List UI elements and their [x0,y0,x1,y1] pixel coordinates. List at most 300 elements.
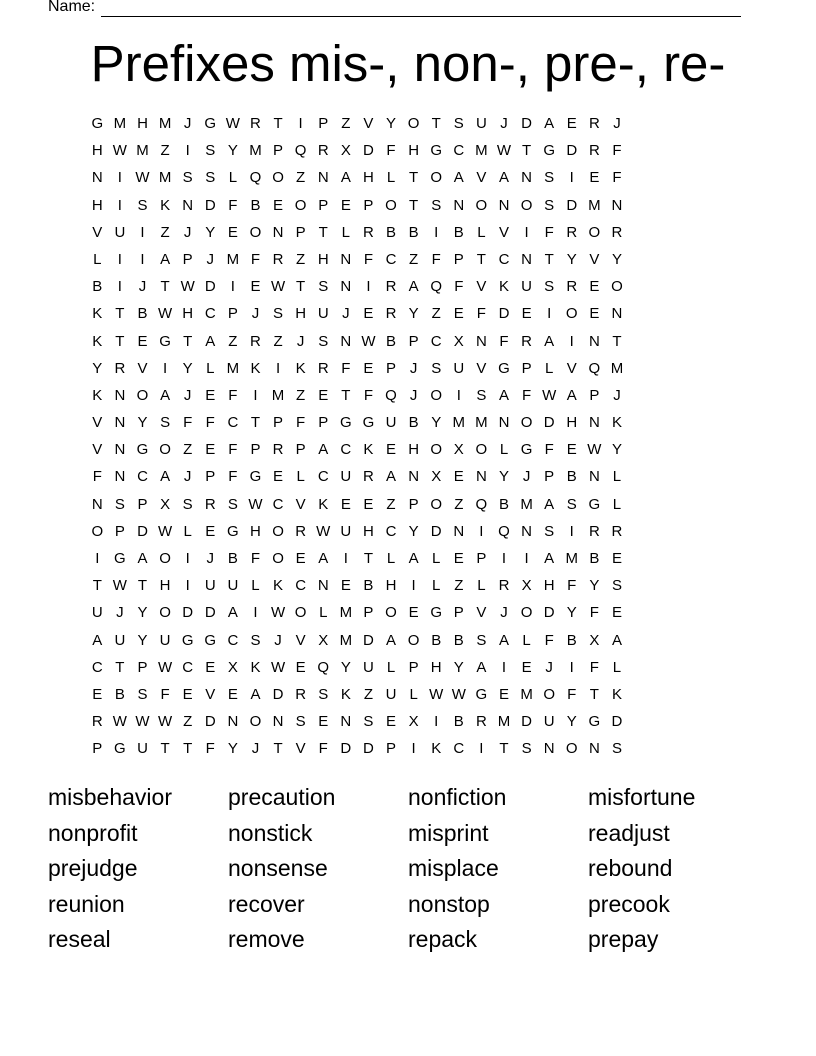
grid-letter: E [566,441,577,459]
grid-letter: K [340,685,351,703]
grid-letter: X [431,468,442,486]
grid-letter: T [137,577,148,595]
grid-letter: A [544,550,555,567]
grid-letter: C [430,332,442,350]
grid-letter: A [340,169,351,187]
grid-row [86,739,734,766]
grid-letter: G [339,414,352,432]
grid-letter: Q [475,495,488,513]
grid-letter: F [612,142,622,160]
grid-letter: D [204,196,216,214]
grid-letter: T [115,658,125,676]
grid-letter: I [185,142,190,160]
grid-letter: Z [228,332,238,350]
grid-letter: X [227,658,238,676]
word-bank-item: recover [228,890,305,917]
grid-letter: A [611,631,622,649]
grid-letter: C [227,631,239,649]
grid-letter: E [273,468,284,486]
grid-letter: R [363,468,374,486]
grid-letter: O [430,441,443,459]
grid-letter: V [498,223,509,241]
grid-letter: L [296,468,305,486]
grid-letter: N [498,196,510,214]
grid-letter: J [342,305,350,323]
grid-letter: C [91,658,103,676]
grid-letter: G [204,115,217,132]
grid-letter: T [250,414,261,432]
grid-letter: L [341,223,350,241]
grid-letter: R [611,522,623,540]
grid-letter: B [453,223,464,241]
word-bank-item: nonsense [228,855,328,882]
grid-letter: E [227,685,238,703]
grid-letter: I [456,386,461,404]
grid-letter: R [317,142,329,160]
grid-letter: P [386,740,397,758]
grid-letter: C [385,250,397,268]
grid-letter: I [524,550,529,567]
grid-letter: C [204,305,216,323]
grid-letter: J [296,332,305,350]
grid-letter: C [272,495,284,513]
grid-letter: G [430,142,443,160]
grid-letter: P [92,740,103,758]
grid-letter: I [185,577,190,595]
grid-letter: Z [386,495,396,513]
grid-letter: I [162,359,168,377]
grid-letter: S [318,278,329,296]
grid-letter: Z [454,495,464,513]
grid-letter: F [476,305,486,323]
grid-letter: G [588,495,601,513]
grid-letter: N [340,713,352,731]
grid-letter: B [92,278,103,296]
word-bank-item: precook [588,890,670,917]
grid-letter: N [588,468,600,486]
grid-letter: M [226,250,240,268]
grid-letter: G [543,142,555,160]
grid-letter: Z [273,332,283,350]
grid-letter: V [205,685,216,703]
grid-letter: S [273,305,284,323]
grid-letter: M [610,359,624,377]
grid-letter: L [251,577,260,595]
grid-letter: D [137,522,148,540]
grid-letter: U [227,577,239,595]
grid-letter: W [270,604,286,622]
grid-row [86,413,734,440]
grid-letter: N [227,713,239,731]
grid-letter: O [588,223,601,241]
grid-letter: O [565,740,578,758]
grid-letter: D [543,604,555,622]
grid-letter: A [205,332,216,350]
grid-letter: N [521,522,532,540]
grid-letter: I [95,550,100,567]
grid-letter: S [137,196,148,214]
grid-letter: U [114,223,126,241]
grid-letter: O [385,196,397,214]
word-bank-item: misprint [408,819,489,846]
grid-letter: W [180,278,195,296]
grid-letter: B [137,305,148,323]
grid-letter: E [205,386,216,404]
grid-letter: R [385,305,397,323]
grid-letter: L [386,550,396,567]
grid-letter: R [521,332,532,350]
grid-letter: R [295,685,307,703]
grid-letter: H [159,577,171,595]
grid-letter: H [91,142,103,160]
grid-letter: D [611,713,623,731]
grid-letter: N [521,250,532,268]
grid-letter: B [498,495,509,513]
grid-letter: N [475,468,487,486]
grid-letter: S [476,631,487,649]
grid-letter: F [318,740,328,758]
word-bank-item: reseal [48,926,111,953]
grid-letter: L [612,658,622,676]
grid-letter: R [566,278,578,296]
grid-letter: Y [408,305,419,323]
grid-letter: T [363,550,373,567]
grid-letter: G [114,740,126,758]
grid-letter: E [363,495,374,513]
grid-letter: S [295,713,306,731]
grid-letter: F [544,441,554,459]
grid-letter: C [317,468,329,486]
grid-letter: J [183,386,192,404]
grid-letter: K [250,658,261,676]
grid-letter: N [588,332,600,350]
grid-letter: L [612,495,622,513]
grid-letter: Y [453,658,464,676]
grid-letter: A [498,386,509,404]
grid-letter: E [318,713,329,731]
name-underline[interactable] [101,1,741,17]
grid-letter: P [114,522,125,540]
grid-letter: R [250,332,261,350]
grid-letter: P [137,495,148,513]
grid-letter: I [434,713,439,731]
grid-letter: N [340,278,352,296]
grid-letter: W [225,115,240,132]
grid-letter: T [296,278,306,296]
grid-letter: R [295,522,307,540]
grid-letter: Y [566,250,577,268]
grid-letter: Y [611,250,622,268]
grid-letter: A [386,631,397,649]
grid-letter: G [159,332,171,350]
grid-letter: E [205,441,216,459]
grid-letter: I [366,278,371,296]
grid-letter: L [499,441,509,459]
grid-letter: L [386,658,396,676]
grid-letter: Y [137,631,148,649]
grid-letter: M [452,414,466,432]
grid-letter: I [140,250,145,268]
grid-letter: E [589,305,600,323]
grid-letter: S [227,495,238,513]
grid-letter: U [475,115,487,132]
grid-letter: B [589,550,600,567]
grid-letter: O [159,441,171,459]
grid-letter: B [363,577,374,595]
grid-letter: E [611,604,622,622]
grid-row [86,685,734,712]
word-bank-item: rebound [588,855,673,882]
grid-letter: I [569,658,574,676]
grid-letter: O [611,278,623,296]
grid-letter: Z [454,577,464,595]
grid-letter: P [453,604,464,622]
grid-letter: I [434,223,439,241]
page-title: Prefixes mis-, non-, pre-, re- [90,35,726,92]
grid-letter: D [204,713,216,731]
grid-letter: P [227,305,238,323]
grid-row [86,576,734,603]
word-bank-item: remove [228,926,305,953]
grid-letter: D [566,142,578,160]
grid-row [86,712,734,739]
grid-letter: R [385,278,397,296]
grid-letter: S [431,196,442,214]
grid-letter: T [92,577,102,595]
grid-letter: H [91,196,103,214]
grid-letter: F [521,386,532,404]
grid-letter: Y [182,359,193,377]
grid-letter: I [298,115,303,132]
grid-letter: Q [294,142,307,160]
grid-letter: T [544,250,554,268]
word-bank-item: nonstick [228,819,313,846]
grid-letter: F [431,250,441,268]
grid-letter: O [407,115,420,132]
grid-letter: F [205,414,215,432]
grid-letter: B [408,414,419,432]
grid-letter: B [408,223,419,241]
grid-letter: V [476,359,487,377]
grid-letter: O [543,685,555,703]
grid-letter: S [521,740,532,758]
grid-letter: P [476,550,487,567]
grid-letter: E [408,604,419,622]
grid-letter: T [499,740,509,758]
grid-letter: T [115,305,125,323]
grid-letter: S [205,142,216,160]
grid-letter: N [114,414,126,432]
grid-row [86,304,734,331]
grid-letter: E [205,522,216,540]
grid-row [86,386,734,413]
grid-letter: G [249,468,262,486]
grid-letter: B [386,223,397,241]
grid-letter: Y [227,142,238,160]
word-bank-item: reunion [48,890,125,917]
grid-row [86,658,734,685]
name-field[interactable] [48,0,741,17]
grid-letter: B [227,550,238,567]
grid-letter: T [183,332,193,350]
grid-letter: E [521,658,532,676]
grid-letter: T [589,685,599,703]
grid-letter: D [363,740,374,758]
grid-letter: A [544,332,555,350]
grid-letter: F [499,332,509,350]
grid-letter: F [544,631,554,649]
grid-letter: K [611,414,622,432]
grid-letter: S [137,685,148,703]
grid-letter: X [318,631,329,649]
grid-letter: R [272,441,284,459]
grid-letter: S [160,414,171,432]
grid-row [86,196,734,223]
grid-letter: T [160,278,170,296]
grid-letter: E [453,468,464,486]
grid-letter: L [206,359,215,377]
grid-letter: O [385,604,397,622]
grid-letter: Z [183,441,193,459]
grid-letter: R [114,359,126,377]
grid-letter: Z [431,305,441,323]
grid-letter: K [295,359,306,377]
grid-letter: Y [386,115,397,132]
grid-letter: P [205,468,216,486]
grid-letter: E [611,550,622,567]
grid-letter: S [476,386,487,404]
grid-letter: O [272,550,284,567]
grid-letter: W [135,713,150,731]
grid-letter: I [411,740,416,758]
grid-letter: F [228,468,238,486]
grid-letter: O [430,169,443,187]
grid-letter: J [116,604,124,622]
grid-letter: F [183,414,193,432]
grid-letter: A [408,550,419,567]
grid-letter: G [498,359,510,377]
grid-letter: Q [498,522,510,540]
grid-letter: A [453,169,464,187]
grid-letter: P [521,359,532,377]
grid-row [86,359,734,386]
grid-letter: A [250,685,261,703]
grid-letter: S [453,115,464,132]
grid-row [86,440,734,467]
grid-letter: O [249,223,262,241]
grid-row [86,631,734,658]
grid-letter: M [520,495,533,513]
grid-row [86,495,734,522]
word-bank-item: readjust [588,819,670,846]
grid-row [86,223,734,250]
grid-letter: K [498,278,509,296]
grid-letter: U [340,522,352,540]
grid-letter: E [589,278,600,296]
grid-letter: R [204,495,216,513]
grid-letter: M [136,142,149,160]
grid-letter: G [181,631,194,649]
grid-letter: F [228,386,238,404]
grid-letter: J [206,550,215,567]
grid-letter: L [386,169,396,187]
grid-letter: T [273,115,283,132]
grid-letter: S [544,196,555,214]
grid-letter: W [248,495,263,513]
grid-letter: D [363,142,374,160]
grid-letter: E [295,658,306,676]
grid-letter: Z [160,223,170,241]
grid-letter: C [385,522,397,540]
grid-letter: N [588,740,600,758]
grid-letter: A [498,169,509,187]
grid-letter: A [408,278,419,296]
grid-letter: A [498,631,509,649]
grid-letter: J [409,359,418,377]
grid-letter: Z [296,250,306,268]
grid-letter: H [430,658,442,676]
grid-letter: I [343,550,348,567]
grid-letter: S [544,278,555,296]
grid-letter: E [137,332,148,350]
grid-letter: C [295,577,307,595]
grid-letter: J [500,604,508,622]
grid-letter: B [453,631,464,649]
grid-letter: A [544,495,555,513]
grid-letter: O [520,414,533,432]
grid-letter: H [182,305,194,323]
grid-letter: U [521,278,532,296]
grid-letter: T [431,115,441,132]
grid-letter: C [182,658,194,676]
grid-letter: M [226,359,240,377]
grid-letter: N [408,468,420,486]
word-bank-item: nonstop [408,890,490,917]
grid-letter: V [295,631,306,649]
grid-letter: O [520,604,533,622]
grid-letter: Y [408,522,419,540]
grid-letter: O [294,196,307,214]
grid-letter: N [340,250,352,268]
grid-letter: D [204,278,216,296]
grid-letter: P [544,468,555,486]
grid-letter: N [272,223,284,241]
grid-row [86,141,734,168]
grid-letter: U [159,631,171,649]
grid-letter: B [566,468,577,486]
grid-letter: R [91,713,103,731]
grid-letter: G [430,604,443,622]
word-bank-item: nonprofit [48,819,138,846]
word-bank-item: misplace [408,855,499,882]
grid-letter: Z [296,386,306,404]
grid-letter: G [362,414,375,432]
grid-letter: X [340,142,351,160]
name-label: Name: [48,0,96,15]
grid-row [86,332,734,359]
grid-letter: W [112,713,127,731]
grid-letter: I [479,740,484,758]
grid-letter: J [613,115,621,132]
grid-letter: F [205,740,215,758]
grid-letter: K [250,359,261,377]
grid-row [86,522,734,549]
grid-row [86,603,734,630]
grid-letter: W [112,142,127,160]
grid-letter: N [588,414,600,432]
grid-letter: S [544,169,555,187]
grid-letter: N [91,169,103,187]
